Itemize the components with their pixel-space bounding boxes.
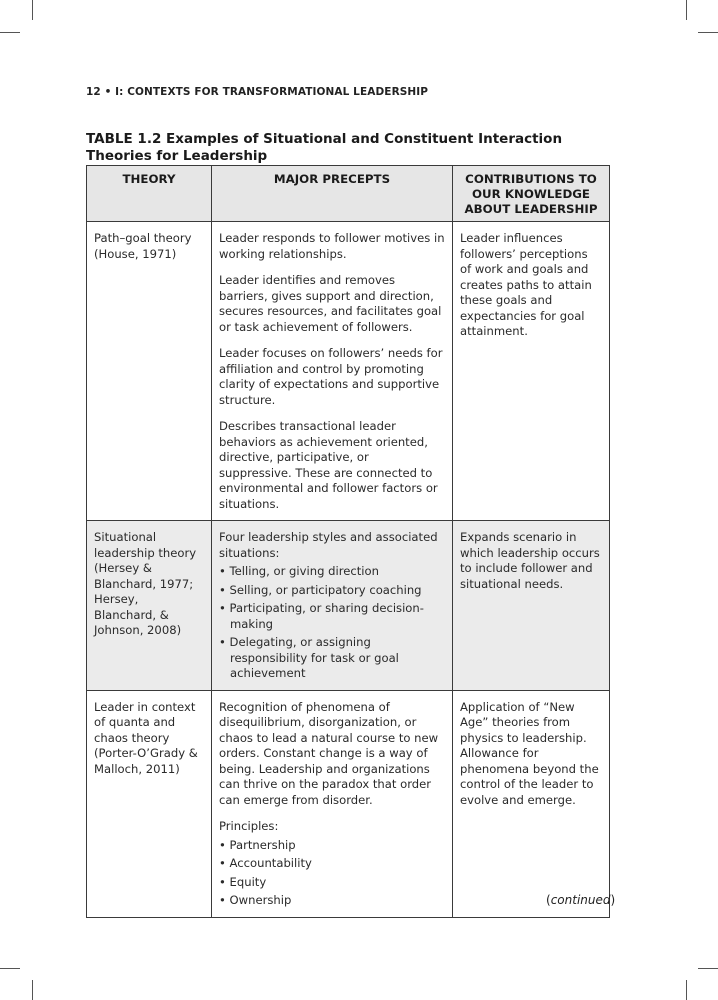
- bullet-item: • Ownership: [219, 893, 445, 909]
- running-head: 12 • I: CONTEXTS FOR TRANSFORMATIONAL LEADERSHIP: [86, 86, 429, 98]
- crop-mark: [32, 980, 33, 1000]
- precept-paragraph: Recognition of phenomena of disequilibrium, disorganization, or chaos to lead a natural course to new orders. Constant change is a way of being. Leadership and organizations can thrive on the paradox that order can emerge from disorder.: [219, 699, 439, 807]
- precept-paragraph: Leader focuses on followers’ needs for affiliation and control by promoting clarity of expectations and supportive structure.: [219, 346, 443, 407]
- precept-intro: Four leadership styles and associated situations:: [219, 530, 438, 560]
- bullet-item: • Partnership: [219, 838, 445, 854]
- precepts-cell: [212, 222, 453, 521]
- contribution-cell: Leader influences followers’ perceptions of work and goals and creates paths to attain these goals and expectancies for goal attainment.: [453, 222, 610, 521]
- column-header-theory: THEORY: [87, 166, 212, 222]
- precept-bullet-list: [219, 838, 445, 909]
- continued-label: continued: [550, 893, 611, 907]
- table-row: [87, 521, 610, 691]
- crop-mark: [686, 0, 687, 20]
- theory-cell: Path–goal theory (House, 1971): [87, 222, 212, 521]
- crop-mark: [698, 968, 718, 969]
- bullet-item: • Participating, or sharing decision-making: [219, 601, 445, 632]
- precepts-cell: [212, 521, 453, 691]
- precept-paragraph: Describes transactional leader behaviors as achievement oriented, directive, participative, or suppressive. These are connected to environmental and follower factors or situations.: [219, 419, 438, 511]
- column-header-contributions: CONTRIBUTIONS TO OUR KNOWLEDGE ABOUT LEADERSHIP: [453, 166, 610, 222]
- table-row: [87, 690, 610, 917]
- bullet-item: • Equity: [219, 875, 445, 891]
- crop-mark: [32, 0, 33, 20]
- precept-paragraph: Leader responds to follower motives in working relationships.: [219, 231, 445, 261]
- contribution-cell: Application of “New Age” theories from physics to leadership. Allowance for phenomena beyond the control of the leader to evolve and emerge.: [453, 690, 610, 917]
- column-header-major-precepts: MAJOR PRECEPTS: [212, 166, 453, 222]
- precept-intro: Principles:: [219, 819, 279, 833]
- table-header-row: [87, 166, 610, 222]
- crop-mark: [686, 980, 687, 1000]
- continued-note: (continued): [546, 893, 616, 907]
- theory-cell: Situational leadership theory (Hersey & Blanchard, 1977; Hersey, Blanchard, & Johnson, 2008): [87, 521, 212, 691]
- bullet-item: • Telling, or giving direction: [219, 564, 445, 580]
- crop-mark: [0, 968, 20, 969]
- table-caption: TABLE 1.2 Examples of Situational and Constituent Interaction Theories for Leadership: [86, 131, 563, 164]
- bullet-item: • Accountability: [219, 856, 445, 872]
- theory-cell: Leader in context of quanta and chaos theory (Porter-O’Grady & Malloch, 2011): [87, 690, 212, 917]
- crop-mark: [698, 32, 718, 33]
- precept-bullet-list: [219, 564, 445, 682]
- precept-paragraph: Leader identifies and removes barriers, gives support and direction, secures resources, and facilitates goal or task achievement of followers.: [219, 273, 442, 334]
- bullet-item: • Selling, or participatory coaching: [219, 583, 445, 599]
- theories-table: [86, 165, 610, 918]
- precepts-cell: [212, 690, 453, 917]
- table-row: [87, 222, 610, 521]
- bullet-item: • Delegating, or assigning responsibility for task or goal achievement: [219, 635, 445, 682]
- contribution-cell: Expands scenario in which leadership occurs to include follower and situational needs.: [453, 521, 610, 691]
- crop-mark: [0, 32, 20, 33]
